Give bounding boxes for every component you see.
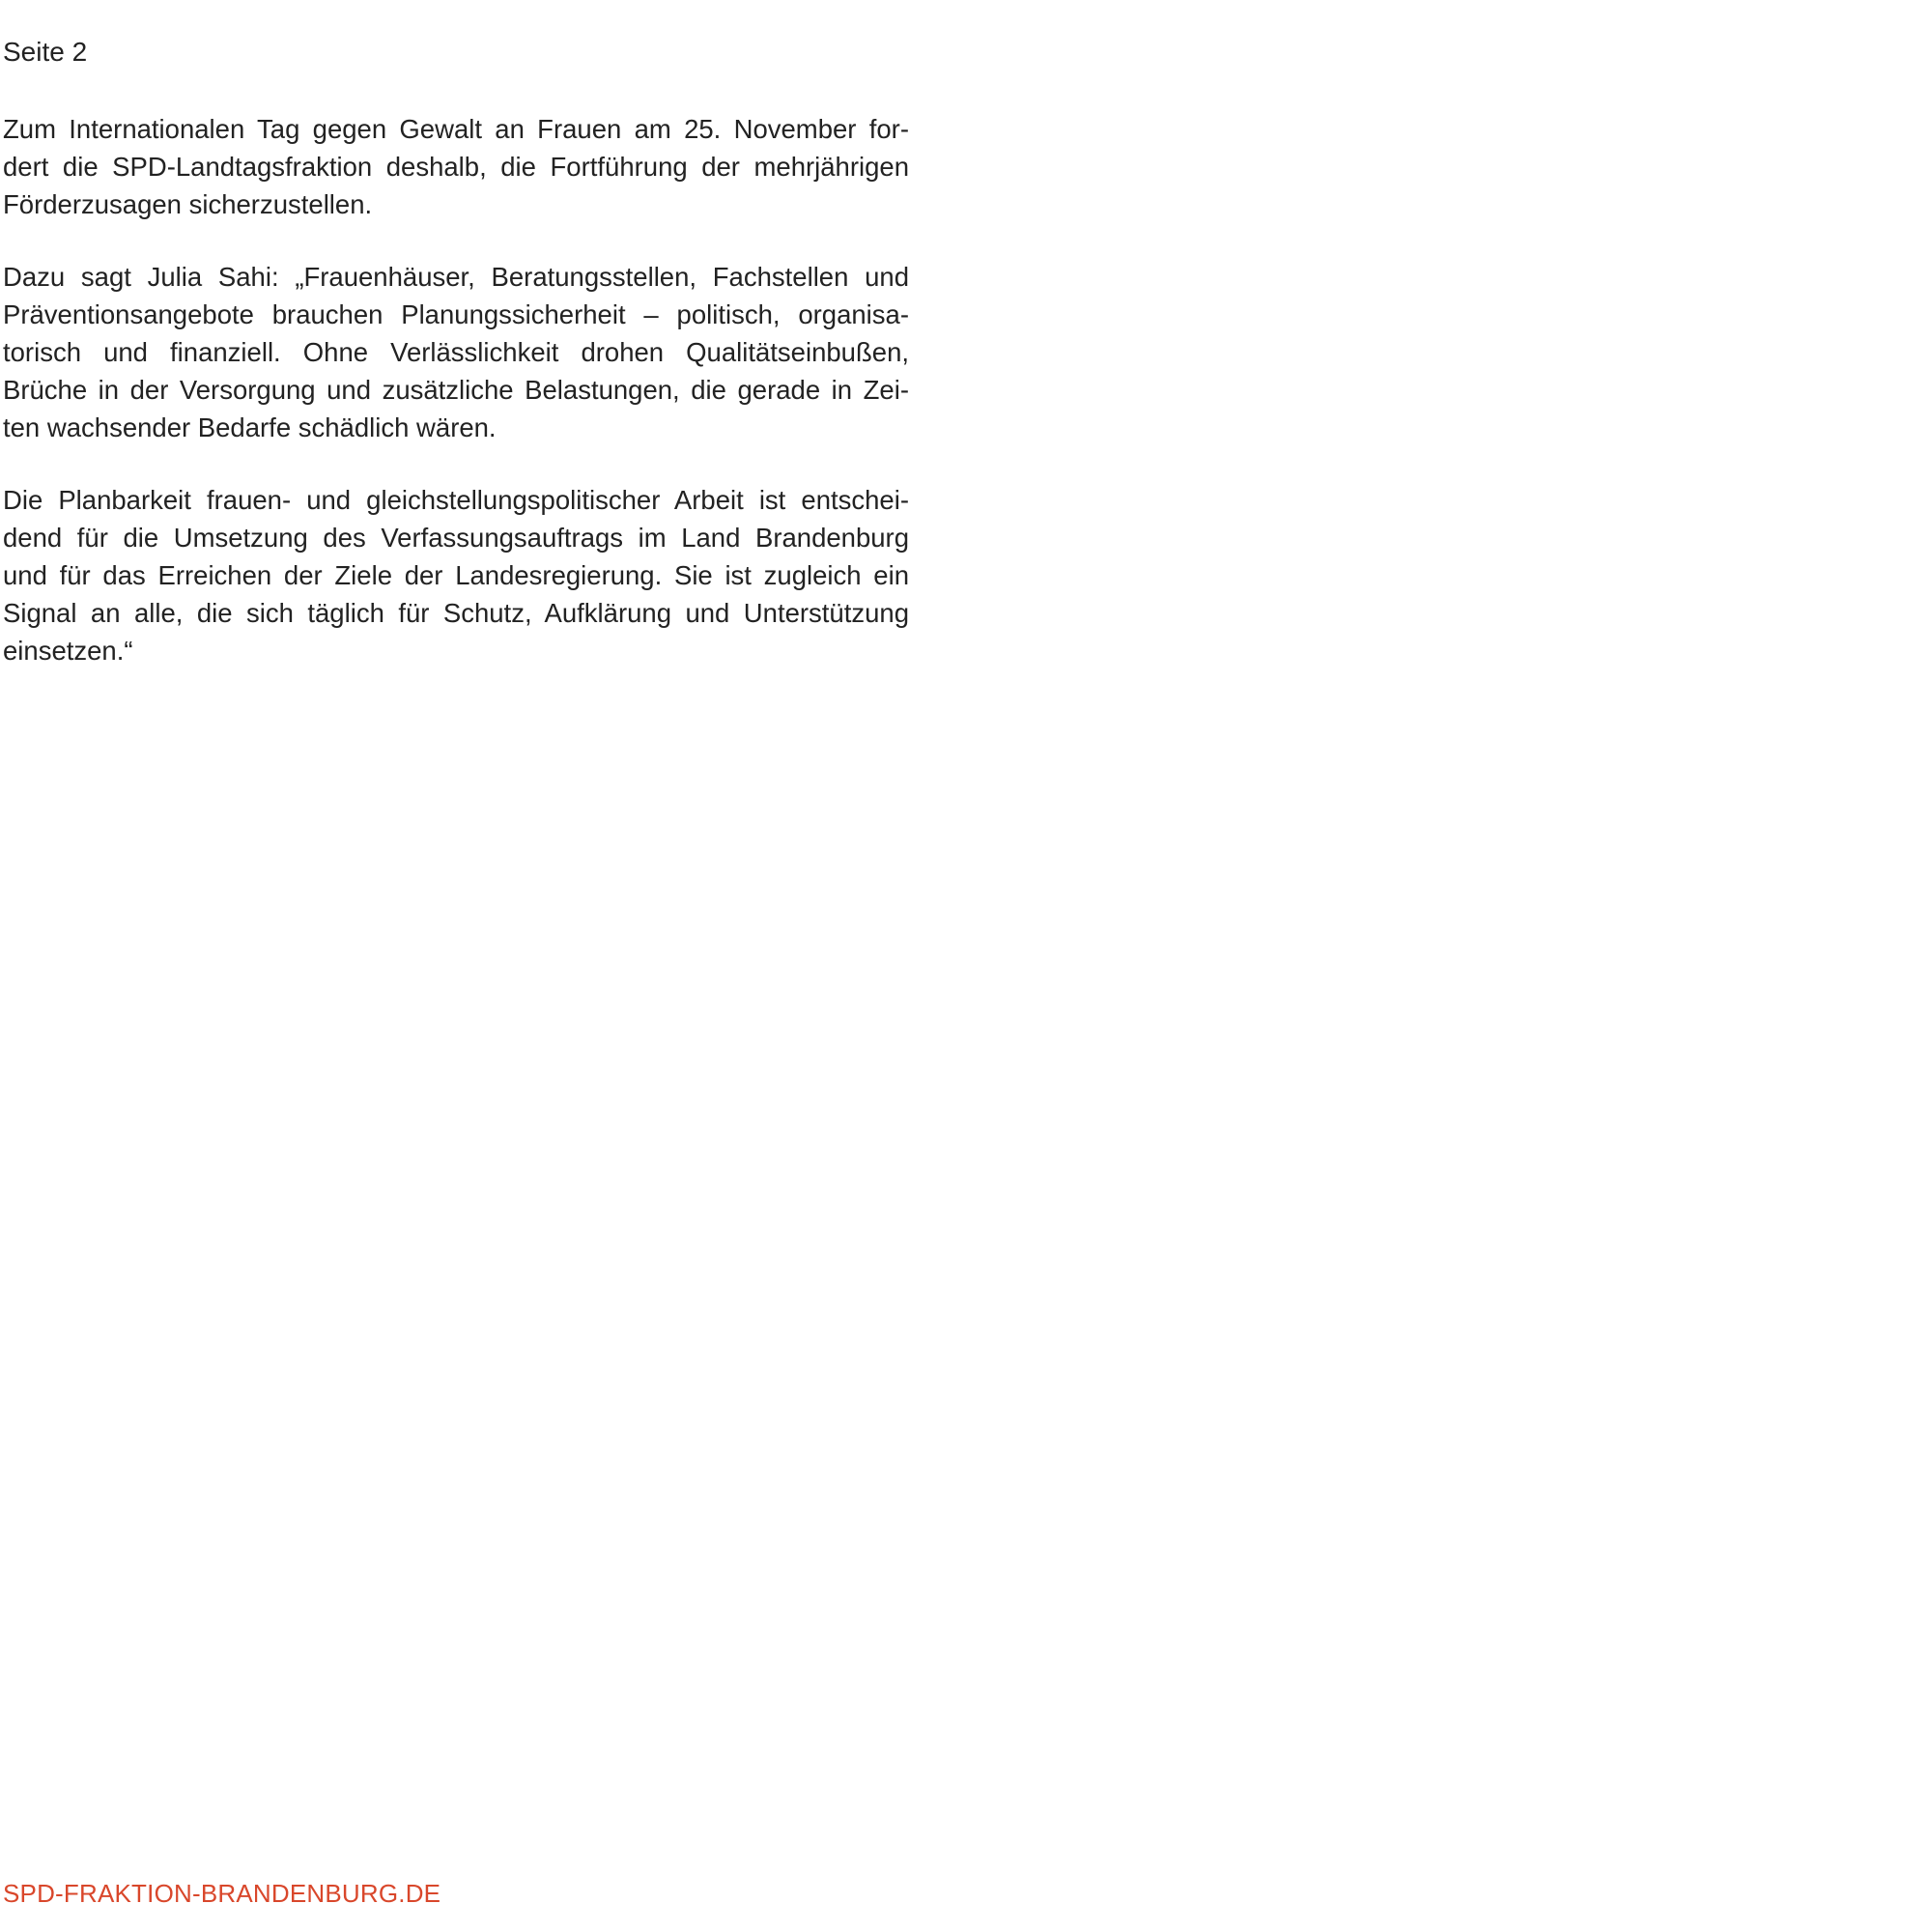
paragraph-line: torisch und finanziell. Ohne Verlässlichkeit drohen Qualitätseinbußen, — [3, 337, 909, 367]
footer-website-link[interactable]: SPD-FRAKTION-BRANDENBURG.DE — [3, 1879, 441, 1908]
paragraph-line: Präventionsangebote brauchen Planungssicherheit – politisch, organisa- — [3, 299, 909, 329]
paragraph-line: Dazu sagt Julia Sahi: „Frauenhäuser, Beratungsstellen, Fachstellen und — [3, 262, 909, 292]
paragraph-line: Förderzusagen sicherzustellen. — [3, 189, 373, 219]
paragraph-line: dend für die Umsetzung des Verfassungsauftrags im Land Brandenburg — [3, 523, 909, 553]
page-number: Seite 2 — [3, 37, 88, 67]
paragraph-line: Die Planbarkeit frauen- und gleichstellungspolitischer Arbeit ist entschei- — [3, 485, 909, 515]
paragraph-1 — [3, 110, 909, 223]
body-text — [3, 110, 909, 704]
paragraph-line: Zum Internationalen Tag gegen Gewalt an Frauen am 25. November for- — [3, 114, 909, 144]
paragraph-3 — [3, 481, 909, 669]
paragraph-2 — [3, 258, 909, 446]
paragraph-line: ten wachsender Bedarfe schädlich wären. — [3, 412, 497, 442]
paragraph-line: Brüche in der Versorgung und zusätzliche Belastungen, die gerade in Zei- — [3, 375, 909, 405]
paragraph-line: dert die SPD-Landtagsfraktion deshalb, die Fortführung der mehrjährigen — [3, 152, 909, 182]
paragraph-line: Signal an alle, die sich täglich für Schutz, Aufklärung und Unterstützung — [3, 598, 909, 628]
paragraph-line: einsetzen.“ — [3, 636, 133, 666]
paragraph-line: und für das Erreichen der Ziele der Landesregierung. Sie ist zugleich ein — [3, 560, 909, 590]
